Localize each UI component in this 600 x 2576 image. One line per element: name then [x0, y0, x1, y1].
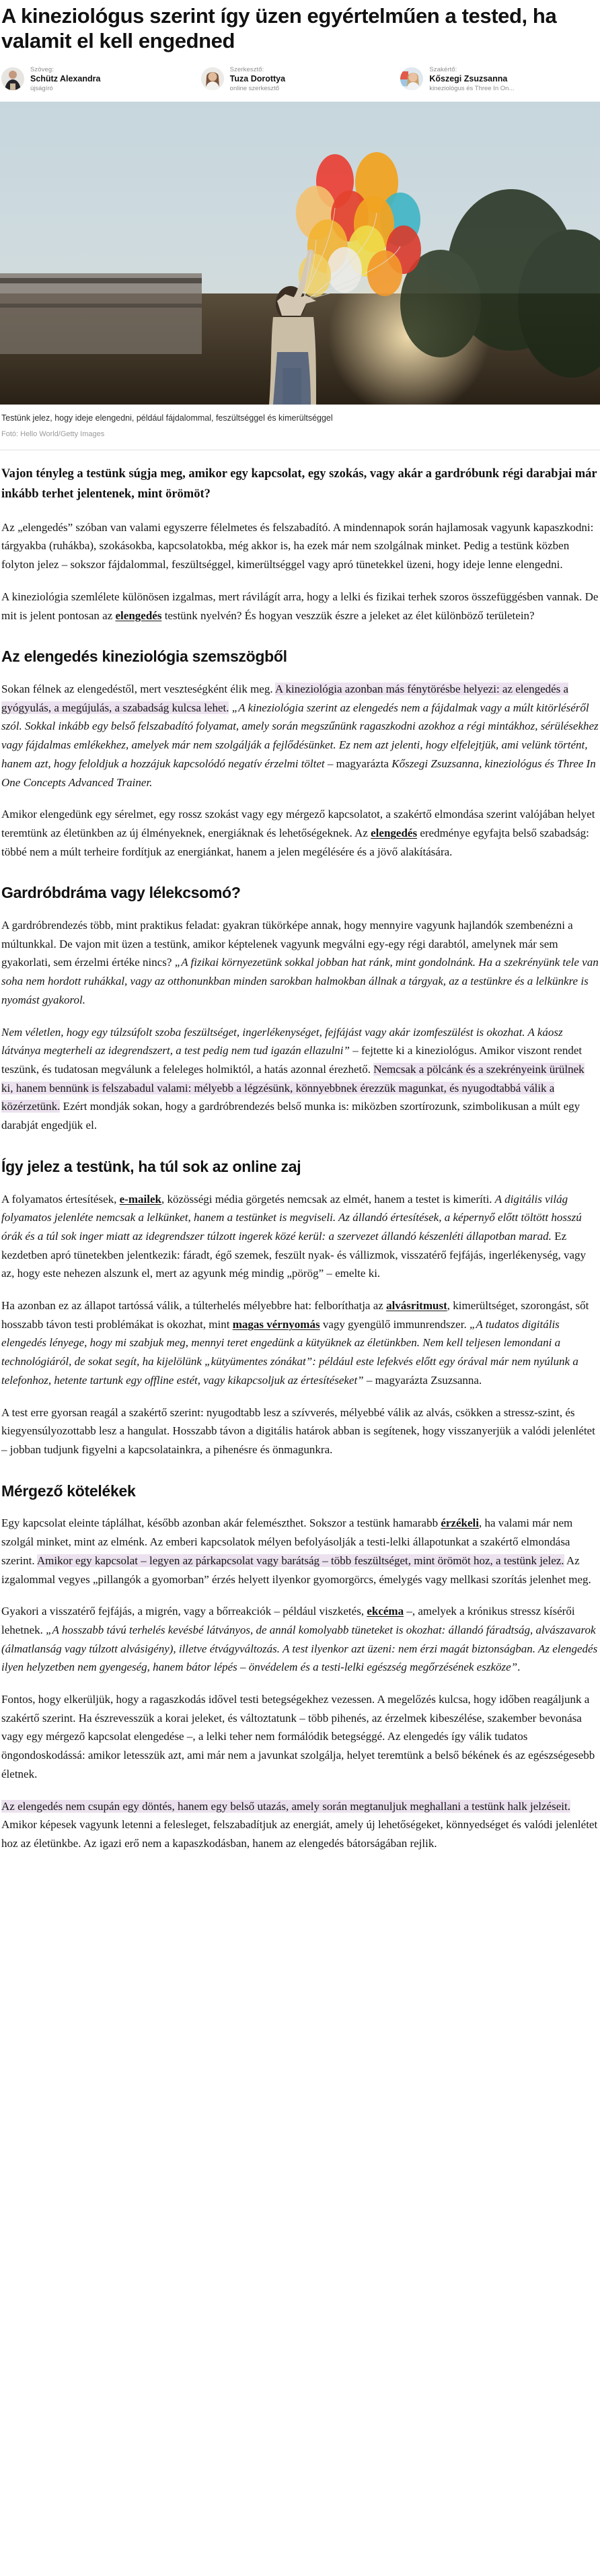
image-credit: Fotó: Hello World/Getty Images [1, 429, 105, 438]
inline-link[interactable]: e-mailek [119, 1192, 161, 1206]
page-title: A kineziológus szerint így üzen egyértelműen a tested, ha valamit el kell engedned [1, 4, 557, 53]
quoted-text: A digitális világ folyamatos jelenléte nemcsak a lelkünket, hanem a testünket is megviseli. Az állandó értesítések, a képernyő előtt töltött hosszú órák és a túl sok inger miatt az idegrendszer túlzott ingerek közé kerül: a szervezet állandó készenléti állapotban marad. [1, 1192, 582, 1243]
body-paragraph [1, 916, 599, 1010]
text-run: vagy gyengülő immunrendszer. [320, 1317, 470, 1331]
quoted-text: „A kineziológia szerint az elengedés nem a fájdalmak vagy a múlt kitörléséről szól. Sokkal inkább egy belső felszabadító folyamat, amely során megszűnünk ragaszkodni azokhoz a régi mintákhoz, sérülésekhez vagy fájdalmas emlékekhez, amelyek már nem szolgálják a fejlődésünket. Ez nem azt jelenti, hogy elfelejtjük, ami velünk történt, hanem azt, hogy feloldjuk a hozzájuk kapcsolódó negatív érzelmi töltet [1, 701, 599, 770]
text-run: Ez kezdetben apró tünetekben jelentkezik: fáradt, égő szemek, feszült nyak- és vállizmok, visszatérő fejfájás, ingerlékenység, vagy az, hogy este nehezen alszunk el, mert az agyunk még mindig „pörög” [1, 1229, 587, 1280]
text-run: testünk nyelvén? És hogyan veszzük észre a jeleket az élet különböző területein? [161, 608, 535, 622]
inline-link[interactable]: alvásritmust [386, 1299, 447, 1313]
page-bottom-spacer [0, 1853, 600, 1876]
text-run: . [517, 1661, 521, 1674]
text-run: Az elengedés kineziológia szemszögből [1, 648, 287, 666]
text-run: – fejtette ki a kineziológus. Amikor viszont rendet teszünk, és tudatosan megválunk a feleleges holmiktól, a hatás azonnal érezhető. [1, 1044, 583, 1076]
text-run: Amikor képesek vagyunk letenni a felesleget, felszabadítjuk az energiát, amely új lehetőségeket, könnyedséget és valódi jelenlétet hoz az életünkbe. Az igazi erő nem a kapaszkodásban, hanem az elengedés bátorságában rejlik. [1, 1818, 598, 1850]
quoted-text: Kőszegi Zsuzsanna [391, 757, 480, 770]
text-run: A gardróbrendezés több, mint praktikus feladat: gyakran tükörképe annak, hogy mennyire vagyunk hajlandók szembenézni a múltunkkal. De vajon mit üzen a testünk, amikor képtelenek vagyunk megválni egy-egy régi darabtól, amelynek már sem gyakorlati, sem érzelmi értéke nincs? [1, 919, 573, 969]
section-heading [1, 883, 599, 903]
text-run: , közösségi média görgetés nemcsak az elmét, hanem a testet is kimeríti. [161, 1192, 495, 1206]
byline-role: Szerkesztő: [229, 65, 264, 73]
inline-link[interactable]: magas vérnyomás [232, 1317, 320, 1331]
text-run: – magyarázta [324, 757, 392, 770]
avatar-woman-dark-jacket [1, 67, 24, 90]
byline-author-name[interactable]: Tuza Dorottya [229, 73, 286, 83]
text-run: Az „elengedés” szóban van valami egyszerre félelmetes és felszabadító. A mindennapok során hajlamosak vagyunk kapaszkodni: tárgyakba (ruhákba), szokásokba, kapcsolatokba, még akkor is, ha ezek már nem szolgálnak minket. Pedig a testünk közben folyton jelez – sokszor fájdalommal, feszültséggel, kimerültséggel vagy apró tünetekkel üzeni, hogy ideje lenne elengedni. [1, 520, 594, 571]
text-run: Egy kapcsolat eleinte táplálhat, később azonban akár felemészthet. Sokszor a testünk hamarabb [1, 1517, 441, 1530]
text-run: A kineziológia szemlélete különösen izgalmas, mert rávilágít arra, hogy a lelki és fizikai terhek szoros összefüggésben vannak. De mit is jelent pontosan az [1, 590, 599, 622]
text-run: Fontos, hogy elkerüljük, hogy a ragaszkodás idővel testi betegségekhez vezessen. A megelőzés kulcsa, hogy időben reagáljunk a szakértő szerint. Ha észrevesszük a korai jeleket, és változtatunk – több pihenés, az érzelmek kibeszélése, szakember bevonása vagy egy mérgező kapcsolat elengedése –, a lelki teher nem formálódik betegséggé. Az elengedés így válik tudatos öngondoskodássá: amikor letesszük azt, ami már nem a javunkat szolgálja, helyet teremtünk a belső békének és az egészségesebb életnek. [1, 1693, 595, 1780]
text-run: Gyakori a visszatérő fejfájás, a migrén, vagy a bőrreakciók – például viszketés, [1, 1605, 367, 1618]
inline-link[interactable]: elengedés [115, 608, 162, 622]
body-paragraph [1, 518, 599, 574]
inline-link[interactable]: ekcéma [367, 1605, 404, 1618]
inline-link[interactable]: elengedés [371, 826, 418, 839]
article-body [0, 464, 600, 1853]
byline-item-1[interactable] [1, 66, 201, 92]
text-run: , ha valami már nem szolgál minket, mint az elménk. Az emberi kapcsolatok mélyen befolyásolják a testi-lelki állapotunkat a szakértő elmondása szerint. [1, 1517, 573, 1567]
quoted-text: , kineziológus és Three In One Concepts Advanced Trainer. [1, 757, 596, 789]
text-run: Ezért mondják sokan, hogy a gardróbrendezés belső munka is: miközben szortírozunk, szimbolikusan a múlt egy darabját engedjük el. [1, 1100, 580, 1132]
body-paragraph [1, 1797, 599, 1853]
body-paragraph [1, 805, 599, 861]
text-run: Így jelez a testünk, ha túl sok az online zaj [1, 1157, 301, 1175]
article-blocks [1, 518, 599, 1853]
byline-item-3[interactable] [400, 66, 600, 92]
text-run: Mérgező kötelékek [1, 1482, 136, 1500]
byline-author-name[interactable]: Kőszegi Zsuzsanna [429, 73, 508, 83]
byline [1, 66, 600, 92]
byline-author-role: újságíró [30, 84, 53, 92]
text-run: eredménye egyfajta belső szabadság: többé nem a múlt terheire fordítjuk az energiánkat, hanem a jelen megélésére és a jövő alakítására. [1, 826, 589, 858]
text-run: Amikor elengedünk egy sérelmet, egy rossz szokást vagy egy mérgező kapcsolatot, a szakértő elmondása szerint valójában helyet teremtünk az életünkben az új élményeknek, energiáknak és lehetőségeknek. Az [1, 808, 595, 839]
quoted-text: Nem véletlen, hogy egy túlzsúfolt szoba feszültséget, ingerlékenységet, fejfájást vagy akár izomfeszülést is okozhat. A káosz látványa megterheli az idegrendszert, a test pedig nem tud igazán ellazulni” [1, 1025, 563, 1057]
body-paragraph [1, 1690, 599, 1784]
body-paragraph [1, 680, 599, 792]
text-run: A test erre gyorsan reagál a szakértő szerint: nyugodtabb lesz a szívverés, mélyebbé válik az alvás, csökken a stressz-szint, és kiegyensúlyozottabb lesz a hangulat. Hosszabb távon a digitális határok abban is segítenek, hogy visszanyerjük a valódi jelenlétet – jobban tudjunk figyelni a kapcsolatainkra, a pihenésre és önmagunkra. [1, 1405, 595, 1456]
byline-role: Szöveg: [30, 65, 54, 73]
highlighted-text: Amikor egy kapcsolat – legyen az párkapcsolat vagy barátság – több feszültséget, mint örömöt hoz, a testünk jelez. [36, 1554, 564, 1567]
text-run: – emelte ki. [324, 1267, 381, 1280]
avatar-woman-long-hair [201, 67, 224, 90]
image-caption: Testünk jelez, hogy ideje elengedni, például fájdalommal, feszültséggel és kimerültséggel [1, 413, 333, 423]
text-run: Ha azonban ez az állapot tartóssá válik, a túlterhelés mélyebbre hat: felboríthatja az [1, 1299, 387, 1313]
byline-role: Szakértő: [429, 65, 457, 73]
byline-text [30, 66, 100, 92]
text-run: Gardróbdráma vagy lélekcsomó? [1, 884, 241, 902]
highlighted-text: A kineziológia azonban más fénytörésbe helyezi: az elengedés a gyógyulás, a megújulás, a szabadság kulcsa lehet. [1, 682, 569, 714]
hero-image [0, 102, 600, 405]
text-run: – magyarázta Zsuzsanna. [363, 1373, 482, 1387]
inline-link[interactable]: érzékeli [441, 1517, 479, 1530]
lead-paragraph: Vajon tényleg a testünk súgja meg, amikor egy kapcsolat, egy szokás, vagy akár a gardróbunk régi darabjai már inkább terhet jelentenek, mint örömöt? [1, 466, 597, 501]
body-paragraph [1, 1514, 599, 1589]
byline-author-name[interactable]: Schütz Alexandra [30, 73, 101, 83]
body-paragraph [1, 1602, 599, 1677]
body-paragraph [1, 588, 599, 625]
highlighted-text: Nemcsak a pölcánk és a szekrényeink ürülnek ki, hanem bennünk is felszabadul valami: mélyebb a légzésünk, könnyebbnek érezzük magunkat, és nyugodtabbá válik a közérzetünk. [1, 1062, 585, 1113]
body-paragraph [1, 1403, 599, 1459]
byline-item-2[interactable] [201, 66, 401, 92]
body-paragraph [1, 1023, 599, 1135]
quoted-text: „A tudatos digitális elengedés lényege, hogy mi szabjuk meg, mennyi teret engedünk a kütyüknek az életünkben. Nem kell teljesen lemondani a technológiáról, de sokat segít, ha kijelölünk „kütyümentes zónákat”: például este lefekvés előtt egy órával már nem nyúlunk a telefonhoz, hetente tartunk egy offline estét, vagy kikapcsoljuk az értesítéseket” [1, 1317, 578, 1387]
avatar-woman-expert [400, 67, 423, 90]
article-page [0, 4, 600, 1876]
text-run: –, amelyek a krónikus stressz kísérői lehetnek. [1, 1605, 575, 1636]
text-run: , kimerültséget, szorongást, sőt hosszabb távon testi problémákat is okozhat, mint [1, 1299, 589, 1331]
byline-text [429, 66, 514, 92]
section-heading [1, 1157, 599, 1177]
section-heading [1, 647, 599, 666]
section-heading [1, 1482, 599, 1501]
byline-author-role: online szerkesztő [229, 84, 280, 92]
byline-author-role: kineziológus és Three In On... [429, 84, 515, 92]
byline-text [230, 66, 285, 92]
quoted-text: „A fizikai környezetünk sokkal jobban hat ránk, mint gondolnánk. Ha a szekrényünk tele van soha nem hordott ruhákkal, vagy az otthonunkban minden sarokban halmokban állnak a tárgyak, az a testünkre és a lelkünkre is nyomást gyakorol. [1, 956, 599, 1006]
text-run: A folyamatos értesítések, [1, 1192, 120, 1206]
highlighted-text: Az elengedés nem csupán egy döntés, hanem egy belső utazás, amely során megtanuljuk meghallani a testünk halk jelzéseit. [1, 1799, 570, 1813]
text-run: Az izgalommal vegyes „pillangók a gyomorban” érzés helyett ilyenkor gyomorgörcs, émelygés vagy mellkasi szorítás jelenhet meg. [1, 1554, 591, 1586]
body-paragraph [1, 1296, 599, 1390]
body-paragraph [1, 1190, 599, 1284]
quoted-text: „A hosszabb távú terhelés kevésbé látványos, de annál komolyabb tüneteket is okozhat: állandó fáradtság, alvászavarok (álmatlanság vagy túlzott alvásigény), illetve étvágyváltozás. A test ilyenkor azt üzeni: nem érzi magát biztonságban. Az elengedés ilyen helyzetben nem gyengeség, hanem bátor lépés – önvédelem és a testi-lelki egészség megőrzésének eszköze” [1, 1623, 598, 1674]
text-run: Sokan félnek az elengedéstől, mert veszteségként élik meg. [1, 682, 275, 695]
